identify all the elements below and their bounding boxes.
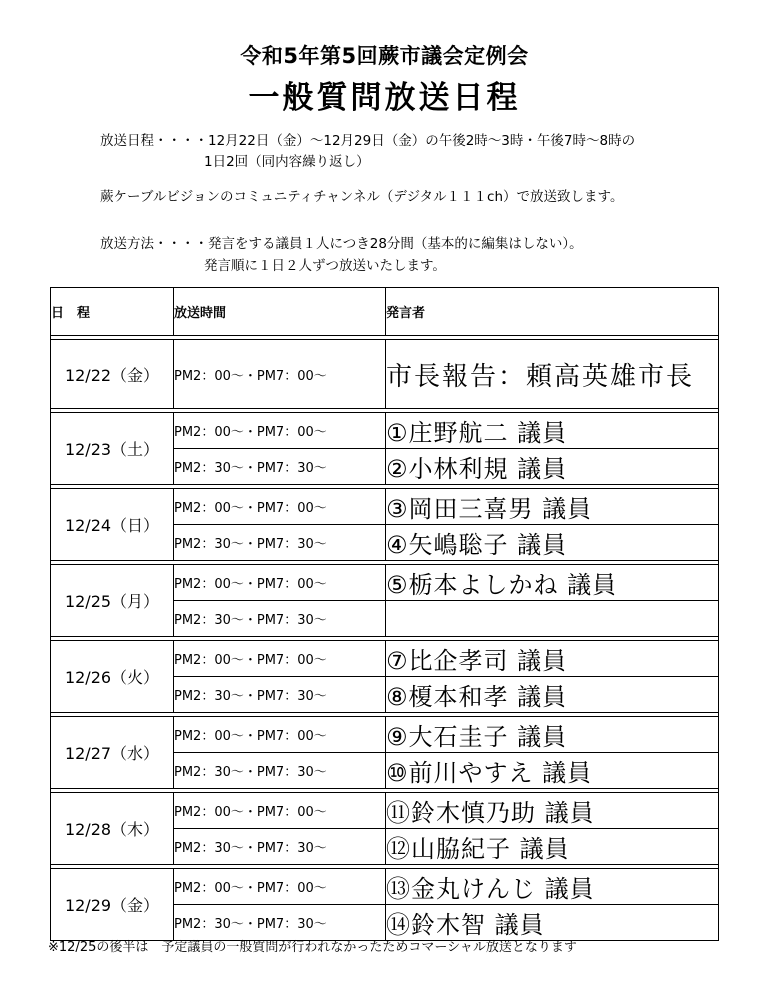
time-cell: PM2：30～・PM7：30～ bbox=[174, 905, 386, 941]
speaker-cell: ⑭鈴木智 議員 bbox=[386, 905, 719, 941]
channel-info-text: 蕨ケーブルビジョンのコミュニティチャンネル（デジタル１１１ch）で放送致します。 bbox=[100, 189, 624, 205]
date-cell: 12/24（日） bbox=[51, 489, 174, 561]
speaker-cell: ⑬金丸けんじ 議員 bbox=[386, 869, 719, 905]
speaker-cell: ⑧榎本和孝 議員 bbox=[386, 677, 719, 713]
broadcast-schedule-text: 放送日程・・・・12月22日（金）～12月29日（金）の午後2時～3時・午後7時～8時の bbox=[100, 133, 636, 149]
time-cell: PM2：00～・PM7：00～ bbox=[174, 641, 386, 677]
time-cell: PM2：30～・PM7：30～ bbox=[174, 677, 386, 713]
broadcast-schedule-text-line2: 1日2回（同内容繰り返し） bbox=[204, 154, 370, 170]
page-title: 令和5年第5回蕨市議会定例会 bbox=[240, 44, 529, 68]
time-cell: PM2：00～・PM7：00～ bbox=[174, 793, 386, 829]
header-date: 日 程 bbox=[51, 288, 174, 336]
time-cell: PM2：30～・PM7：30～ bbox=[174, 449, 386, 485]
speaker-cell: ④矢嶋聡子 議員 bbox=[386, 525, 719, 561]
date-cell: 12/29（金） bbox=[51, 869, 174, 941]
time-cell: PM2：00～・PM7：00～ bbox=[174, 869, 386, 905]
date-cell: 12/22（金） bbox=[51, 340, 174, 409]
time-cell: PM2：00～・PM7：00～ bbox=[174, 413, 386, 449]
header-speaker: 発言者 bbox=[386, 288, 719, 336]
broadcast-method-text-line2: 発言順に１日２人ずつ放送いたします。 bbox=[204, 258, 446, 274]
time-cell: PM2：00～・PM7：00～ bbox=[174, 340, 386, 409]
time-cell: PM2：30～・PM7：30～ bbox=[174, 601, 386, 637]
date-cell: 12/25（月） bbox=[51, 565, 174, 637]
table-row bbox=[51, 717, 719, 753]
time-cell: PM2：30～・PM7：30～ bbox=[174, 829, 386, 865]
time-cell: PM2：00～・PM7：00～ bbox=[174, 717, 386, 753]
speaker-cell: ⑪鈴木慎乃助 議員 bbox=[386, 793, 719, 829]
table-row bbox=[51, 340, 719, 409]
table-row bbox=[51, 413, 719, 449]
speaker-cell: ⑩前川やすえ 議員 bbox=[386, 753, 719, 789]
time-cell: PM2：30～・PM7：30～ bbox=[174, 753, 386, 789]
speaker-cell: ①庄野航二 議員 bbox=[386, 413, 719, 449]
speaker-cell: ⑫山脇紀子 議員 bbox=[386, 829, 719, 865]
time-cell: PM2：00～・PM7：00～ bbox=[174, 565, 386, 601]
speaker-cell bbox=[386, 601, 719, 637]
schedule-body bbox=[51, 336, 719, 941]
speaker-cell: ⑨大石圭子 議員 bbox=[386, 717, 719, 753]
speaker-cell: 市長報告：頼高英雄市長 bbox=[386, 340, 719, 409]
table-row bbox=[51, 641, 719, 677]
table-row bbox=[51, 869, 719, 905]
schedule-table bbox=[50, 287, 719, 941]
date-cell: 12/26（火） bbox=[51, 641, 174, 713]
page-subtitle: 一般質問放送日程 bbox=[248, 80, 521, 116]
speaker-cell: ②小林利規 議員 bbox=[386, 449, 719, 485]
speaker-cell: ⑤栃本よしかね 議員 bbox=[386, 565, 719, 601]
table-header-row bbox=[51, 288, 719, 336]
broadcast-method-text: 放送方法・・・・発言をする議員１人につき28分間（基本的に編集はしない）。 bbox=[100, 236, 583, 252]
table-row bbox=[51, 565, 719, 601]
date-cell: 12/23（土） bbox=[51, 413, 174, 485]
table-row bbox=[51, 489, 719, 525]
date-cell: 12/27（水） bbox=[51, 717, 174, 789]
time-cell: PM2：00～・PM7：00～ bbox=[174, 489, 386, 525]
time-cell: PM2：30～・PM7：30～ bbox=[174, 525, 386, 561]
table-row bbox=[51, 793, 719, 829]
speaker-cell: ⑦比企孝司 議員 bbox=[386, 641, 719, 677]
footnote: ※12/25の後半は 予定議員の一般質問が行われなかったためコマーシャル放送となります bbox=[48, 940, 577, 955]
header-time: 放送時間 bbox=[174, 288, 386, 336]
date-cell: 12/28（木） bbox=[51, 793, 174, 865]
speaker-cell: ③岡田三喜男 議員 bbox=[386, 489, 719, 525]
